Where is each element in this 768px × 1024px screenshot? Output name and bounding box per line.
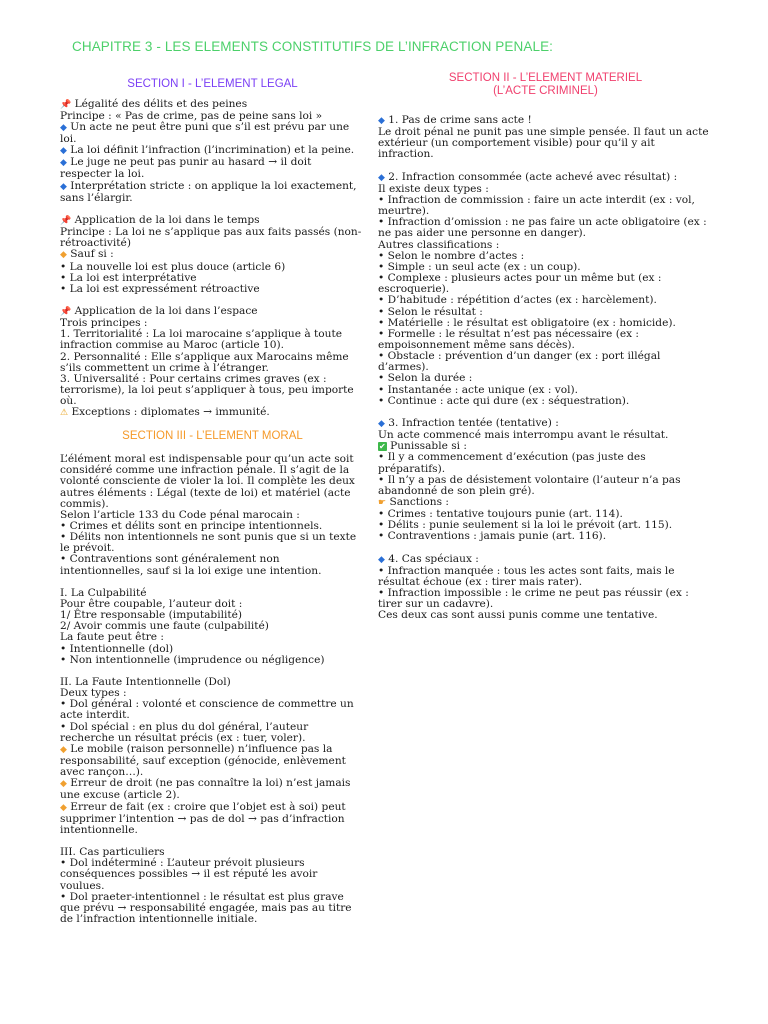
text-line: • Il y a commencement d’exécution (pas juste des préparatifs). <box>378 451 646 475</box>
blue-diamond-icon: ◆ <box>60 181 67 192</box>
blue-diamond-icon: ◆ <box>378 418 385 429</box>
text-line: 1/ Être responsable (imputabilité) <box>60 609 243 622</box>
text-line: • Complexe : plusieurs actes pour un même but (ex : escroquerie). <box>378 272 662 296</box>
check-mark-icon: ✔ <box>379 442 386 452</box>
text-line: • Contraventions sont généralement non intentionnelles, sauf si la loi exige une intention. <box>60 553 322 577</box>
section-title-materiel <box>378 72 713 97</box>
text-line: Ces deux cas sont aussi punis comme une tentative. <box>378 609 658 622</box>
page-title: CHAPITRE 3 - LES ELEMENTS CONSTITUTIFS DE L’INFRACTION PENALE: <box>72 39 554 54</box>
text-line: • La nouvelle loi est plus douce (article 6) <box>60 260 286 273</box>
infraction-consommee-block <box>378 172 713 407</box>
text-line: Sanctions : <box>389 496 450 508</box>
orange-diamond-icon: ◆ <box>60 250 67 261</box>
blue-diamond-icon: ◆ <box>60 158 67 169</box>
text-line: • Infraction d’omission : ne pas faire un acte obligatoire (ex : ne pas aider une personne en danger). <box>378 216 707 240</box>
dol-block <box>60 677 365 836</box>
right-column <box>378 72 713 622</box>
text-line: 2. Personnalité : Elle s’applique aux Marocains même s’ils commettent un crime à l’étranger. <box>60 350 349 374</box>
culpabilite-block <box>60 588 365 666</box>
text-line: Exceptions : diplomates → immunité. <box>71 406 270 419</box>
text-line: Sauf si : <box>70 248 114 261</box>
text-line: Un acte ne peut être puni que s’il est prévu par une loi. <box>60 120 350 145</box>
text-line: La loi définit l’infraction (l’incrimination) et la peine. <box>70 144 355 157</box>
text-line: • Dol indéterminé : L’auteur prévoit plusieurs conséquences possibles → il est réputé les avoir voulues. <box>60 857 318 892</box>
temps-block <box>60 215 365 295</box>
text-line: Punissable si : <box>390 440 467 453</box>
blue-diamond-icon: ◆ <box>378 554 385 565</box>
pas-de-crime-block <box>378 115 713 161</box>
text-line: • Dol général : volonté et conscience de commettre un acte interdit. <box>60 698 354 722</box>
text-line: Principe : « Pas de crime, pas de peine sans loi » <box>60 109 323 122</box>
text-line: • Crimes et délits sont en principe intentionnels. <box>60 520 323 532</box>
heading-espace: Application de la loi dans l’espace <box>74 305 258 317</box>
text-line: Principe : La loi ne s’applique pas aux faits passés (non-rétroactivité) <box>60 226 362 250</box>
text-line: L’élément moral est indispensable pour qu’un acte soit considéré comme une infraction pénale. Il s’agit de la volonté consciente de violer la loi. Il complète les deux autres éléments : Légal (texte de loi) et matériel (acte commis). <box>60 453 355 510</box>
text-line: • Non intentionnelle (imprudence ou négligence) <box>60 653 325 666</box>
text-line: • Il n’y a pas de désistement volontaire (l’auteur n’a pas abandonné de son plein gré). <box>378 473 681 497</box>
espace-block <box>60 306 365 420</box>
cas-particuliers-block <box>60 847 365 925</box>
text-line: • D’habitude : répétition d’actes (ex : harcèlement). <box>378 294 657 307</box>
text-line: 1. Territorialité : La loi marocaine s’applique à toute infraction commise au Maroc (article 10). <box>60 328 343 352</box>
heading-pas-de-crime: 1. Pas de crime sans acte ! <box>388 114 532 126</box>
text-line: Il existe deux types : <box>378 182 489 195</box>
orange-diamond-icon: ◆ <box>60 802 67 813</box>
text-line: • Matérielle : le résultat est obligatoire (ex : homicide). <box>378 316 676 329</box>
heading-tentee: 3. Infraction tentée (tentative) : <box>388 416 559 429</box>
section-title-moral: SECTION III - L’ELEMENT MORAL <box>122 429 303 442</box>
moral-intro-block <box>60 454 365 577</box>
heading-consommee: 2. Infraction consommée (acte achevé avec résultat) : <box>388 170 678 183</box>
left-column <box>60 78 365 925</box>
text-line: • Selon la durée : <box>378 372 473 385</box>
heading-dol: II. La Faute Intentionnelle (Dol) <box>60 675 231 688</box>
text-line: 3. Universalité : Pour certains crimes graves (ex : terrorisme), la loi peut s’appliquer à tous, peu importe où. <box>60 372 354 408</box>
text-line: Interprétation stricte : on applique la loi exactement, sans l’élargir. <box>60 179 357 204</box>
text-line: • Crimes : tentative toujours punie (art. 114). <box>378 508 623 521</box>
pushpin-icon: 📌 <box>60 215 72 226</box>
text-line: La faute peut être : <box>60 631 164 644</box>
section-title-line: SECTION II - L’ELEMENT MATERIEL <box>448 72 643 84</box>
heading-cas-particuliers: III. Cas particuliers <box>60 846 165 859</box>
blue-diamond-icon: ◆ <box>378 116 385 126</box>
heading-temps: Application de la loi dans le temps <box>74 213 260 226</box>
heading-culpabilite: I. La Culpabilité <box>60 586 147 599</box>
text-line: Le juge ne peut pas punir au hasard → il doit respecter la loi. <box>60 156 312 181</box>
text-line: Pour être coupable, l’auteur doit : <box>60 597 243 610</box>
text-line: Selon l’article 133 du Code pénal marocain : <box>60 508 300 521</box>
text-line: • Dol spécial : en plus du dol général, l’auteur recherche un résultat précis (ex : tuer, voler). <box>60 720 309 744</box>
text-line: Trois principes : <box>60 317 148 330</box>
text-line: • Contraventions : jamais punie (art. 116). <box>378 530 607 543</box>
text-line: • Infraction de commission : faire un acte interdit (ex : vol, meurtre). <box>378 193 695 218</box>
blue-diamond-icon: ◆ <box>60 122 67 133</box>
text-line: 2/ Avoir commis une faute (culpabilité) <box>60 620 269 633</box>
text-line: Autres classifications : <box>378 238 500 251</box>
text-line: • Instantanée : acte unique (ex : vol). <box>378 383 579 396</box>
text-line: • Dol praeter-intentionnel : le résultat est plus grave que prévu → responsabilité engagée, mais pas au titre de l’infraction intentionnelle initiale. <box>60 890 352 925</box>
text-line: • Formelle : le résultat n’est pas nécessaire (ex : empoisonnement même sans décès). <box>378 327 640 351</box>
text-line: • Simple : un seul acte (ex : un coup). <box>378 260 581 273</box>
text-line: • Infraction impossible : le crime ne peut pas réussir (ex : tirer sur un cadavre). <box>378 587 689 611</box>
blue-diamond-icon: ◆ <box>378 172 385 183</box>
warning-icon: ⚠ <box>60 408 69 419</box>
cas-speciaux-block <box>378 554 713 622</box>
text-line: • Délits : punie seulement si la loi le prévoit (art. 115). <box>378 519 673 532</box>
section-title-legal: SECTION I - L’ELEMENT LEGAL <box>127 78 298 90</box>
pushpin-icon: 📌 <box>60 307 72 317</box>
text-line: • Infraction manquée : tous les actes sont faits, mais le résultat échoue (ex : tirer mais rater). <box>378 564 675 588</box>
text-line: Deux types : <box>60 687 127 700</box>
text-line: • La loi est interprétative <box>60 271 197 284</box>
text-line: • La loi est expressément rétroactive <box>60 282 260 295</box>
text-line: • Obstacle : prévention d’un danger (ex : port illégal d’armes). <box>378 350 661 374</box>
pointing-hand-icon: ☛ <box>378 498 387 508</box>
section-title-line: (L’ACTE CRIMINEL) <box>493 84 598 97</box>
blue-diamond-icon: ◆ <box>60 146 67 157</box>
text-line: Un acte commencé mais interrompu avant le résultat. <box>378 429 669 442</box>
text-line: • Continue : acte qui dure (ex : séquestration). <box>378 394 630 407</box>
text-line: Le mobile (raison personnelle) n’influence pas la responsabilité, sauf exception (génocide, enlèvement avec rançon…). <box>60 742 346 779</box>
pushpin-icon: 📌 <box>60 99 72 110</box>
heading-cas-speciaux: 4. Cas spéciaux : <box>388 552 479 565</box>
heading-legalite: Légalité des délits et des peines <box>74 97 248 110</box>
text-line: Erreur de fait (ex : croire que l’objet est à soi) peut supprimer l’intention → pas de dol → pas d’infraction intentionnelle. <box>60 800 346 836</box>
text-line: • Selon le nombre d’actes : <box>378 249 525 262</box>
orange-diamond-icon: ◆ <box>60 779 67 790</box>
orange-diamond-icon: ◆ <box>60 744 67 755</box>
text-line: • Intentionnelle (dol) <box>60 642 174 655</box>
text-line: • Délits non intentionnels ne sont punis que si un texte le prévoit. <box>60 531 357 555</box>
text-line: Le droit pénal ne punit pas une simple pensée. Il faut un acte extérieur (un comportement visible) pour qu’il y ait infraction. <box>378 126 709 161</box>
text-line: Erreur de droit (ne pas connaître la loi) n’est jamais une excuse (article 2). <box>60 777 351 802</box>
legalite-block <box>60 99 365 204</box>
infraction-tentee-block <box>378 418 713 543</box>
text-line: • Selon le résultat : <box>378 305 483 318</box>
